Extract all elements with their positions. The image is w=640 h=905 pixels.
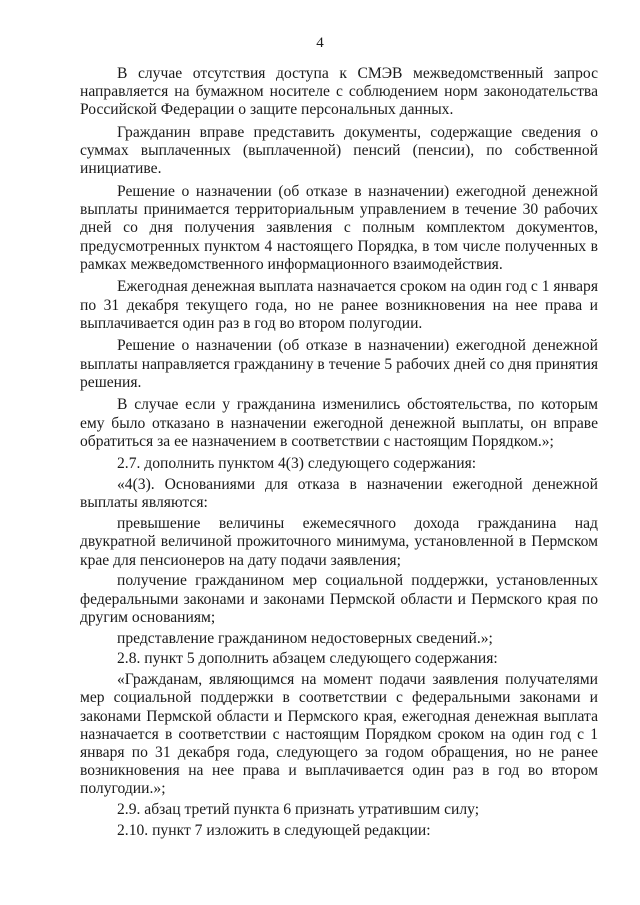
paragraph-item-2-8: 2.8. пункт 5 дополнить абзацем следующего содержания: xyxy=(117,650,498,668)
paragraph-pension-documents: Гражданин вправе представить документы, содержащие сведения о суммах выплаченных (выплаченной) пенсий (пенсии), по собственной инициативе. xyxy=(80,124,598,178)
paragraph-payment-term: Ежегодная денежная выплата назначается сроком на один год с 1 января по 31 декабря текущего года, но не ранее возникновения на нее права и выплачивается один раз в год во втором полугодии. xyxy=(80,278,598,332)
document-body xyxy=(80,65,598,843)
paragraph-refusal-grounds: «4(3). Основаниями для отказа в назначении ежегодной денежной выплаты являются: xyxy=(80,476,598,512)
paragraph-false-info: представление гражданином недостоверных сведений.»; xyxy=(117,629,493,647)
paragraph-changed-circumstances: В случае если у гражданина изменились обстоятельства, по которым ему было отказано в назначении ежегодной денежной выплаты, он вправе обратиться за ее назначением в соответствии с настоящим Порядком.»; xyxy=(80,396,598,450)
paragraph-current-recipients: «Гражданам, являющимся на момент подачи заявления получателями мер социальной поддержки в соответствии с федеральными законами и законами Пермской области и Пермского края, ежегодная денежная выплата назначается в соответствии с настоящим Порядком сроком на один год с 1 января по 31 декабря года, следующего за годом обращения, но не ранее возникновения на нее права и выплачивается один раз в год во втором полугодии.»; xyxy=(80,671,598,798)
page-number: 4 xyxy=(316,35,324,51)
paragraph-item-2-10: 2.10. пункт 7 изложить в следующей редакции: xyxy=(117,822,431,840)
paragraph-smev-paper-request: В случае отсутствия доступа к СМЭВ межведомственный запрос направляется на бумажном носителе с соблюдением норм законодательства Российской Федерации о защите персональных данных. xyxy=(80,65,598,119)
paragraph-decision-notification: Решение о назначении (об отказе в назначении) ежегодной денежной выплаты направляется гражданину в течение 5 рабочих дней со дня принятия решения. xyxy=(80,337,598,391)
paragraph-decision-30-days: Решение о назначении (об отказе в назначении) ежегодной денежной выплаты принимается территориальным управлением в течение 30 рабочих дней со дня получения заявления с полным комплектом документов, предусмотренных пунктом 4 настоящего Порядка, в том числе полученных в рамках межведомственного информационного взаимодействия. xyxy=(80,183,598,273)
paragraph-income-excess: превышение величины ежемесячного дохода гражданина над двукратной величиной прожиточного минимума, установленной в Пермском крае для пенсионеров на дату подачи заявления; xyxy=(80,515,598,569)
paragraph-item-2-7: 2.7. дополнить пунктом 4(3) следующего содержания: xyxy=(117,455,477,473)
paragraph-item-2-9: 2.9. абзац третий пункта 6 признать утратившим силу; xyxy=(117,801,480,819)
paragraph-other-support: получение гражданином мер социальной поддержки, установленных федеральными законами и законами Пермской области и Пермского края по другим основаниям; xyxy=(80,572,598,626)
